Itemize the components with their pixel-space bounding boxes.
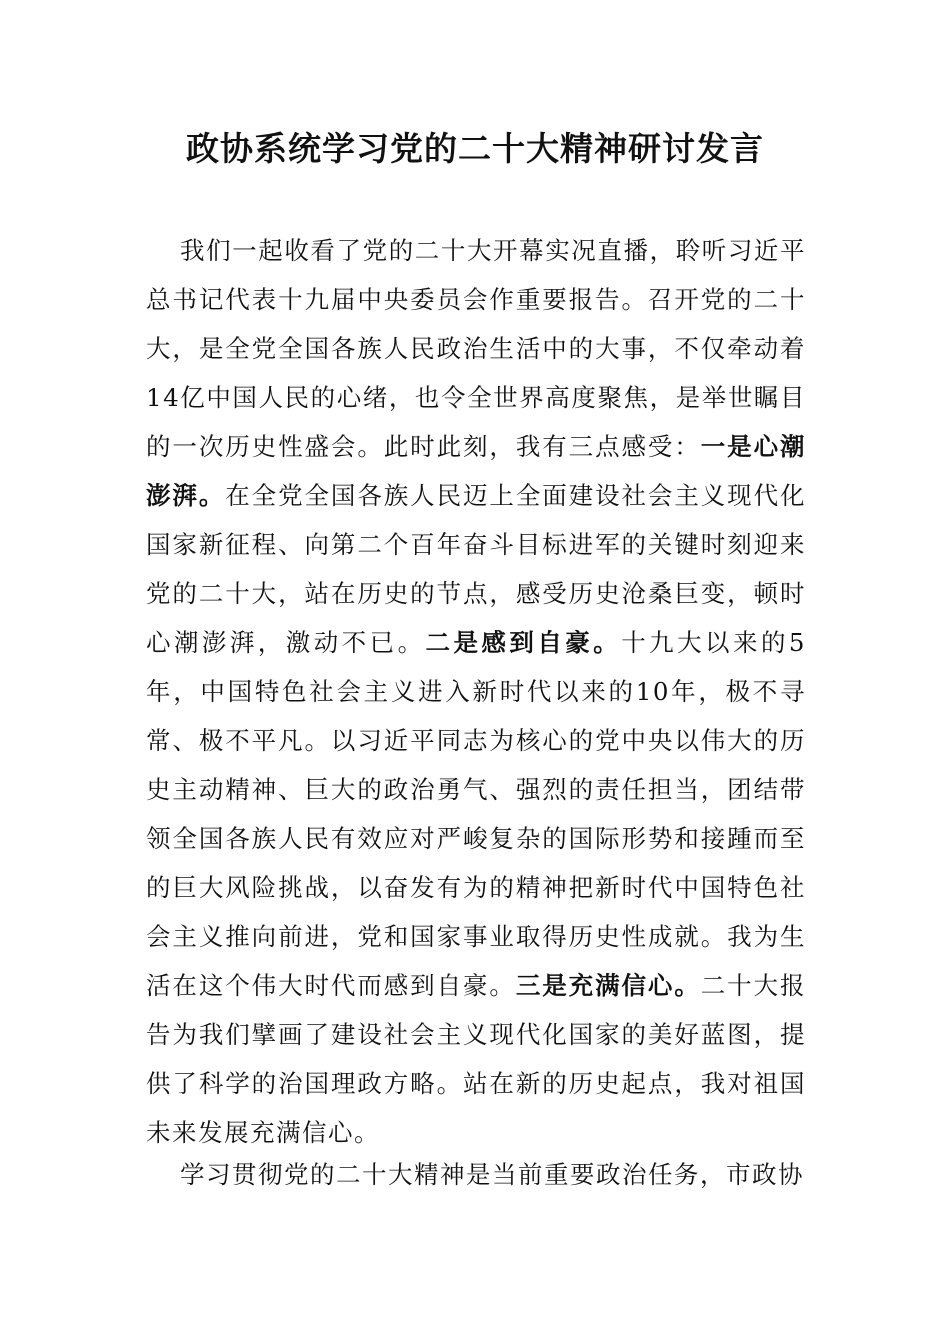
point3-heading: 三是充满信心。 [515, 971, 701, 1000]
body-paragraph-2 [146, 1150, 806, 1199]
document-title: 政协系统学习党的二十大精神研讨发言 [186, 129, 764, 168]
paragraph-intro: 我们一起收看了党的二十大开幕实况直播，聆听习近平总书记代表十九届中央委员会作重要报告。召开党的二十大，是全党全国各族人民政治生活中的大事，不仅牵动着14亿中国人民的心绪，也令全世界高度聚焦，是举世瞩目的一次历史性盛会。此时此刻，我有三点感受： [146, 236, 806, 461]
paragraph-2-text: 学习贯彻党的二十大精神是当前重要政治任务，市政协 [180, 1160, 804, 1189]
point3-text: 二十大报告为我们擘画了建设社会主义现代化国家的美好蓝图，提供了科学的治国理政方略。站在新的历史起点，我对祖国未来发展充满信心。 [146, 971, 807, 1147]
point1-heading: 一是心潮澎湃。 [146, 432, 806, 510]
point2-text: 十九大以来的5年，中国特色社会主义进入新时代以来的10年，极不寻常、极不平凡。以习近平同志为核心的党中央以伟大的历史主动精神、巨大的政治勇气、强烈的责任担当，团结带领全国各族人民有效应对严峻复杂的国际形势和接踵而至的巨大风险挑战，以奋发有为的精神把新时代中国特色社会主义推向前进，党和国家事业取得历史性成就。我为生活在这个伟大时代而感到自豪。 [146, 628, 807, 1000]
body-paragraph-1 [146, 226, 806, 1157]
point2-heading: 二是感到自豪。 [425, 628, 622, 657]
point1-text: 在全党全国各族人民迈上全面建设社会主义现代化国家新征程、向第二个百年奋斗目标进军的关键时刻迎来党的二十大，站在历史的节点，感受历史沧桑巨变，顿时心潮澎湃，激动不已。 [146, 481, 806, 657]
